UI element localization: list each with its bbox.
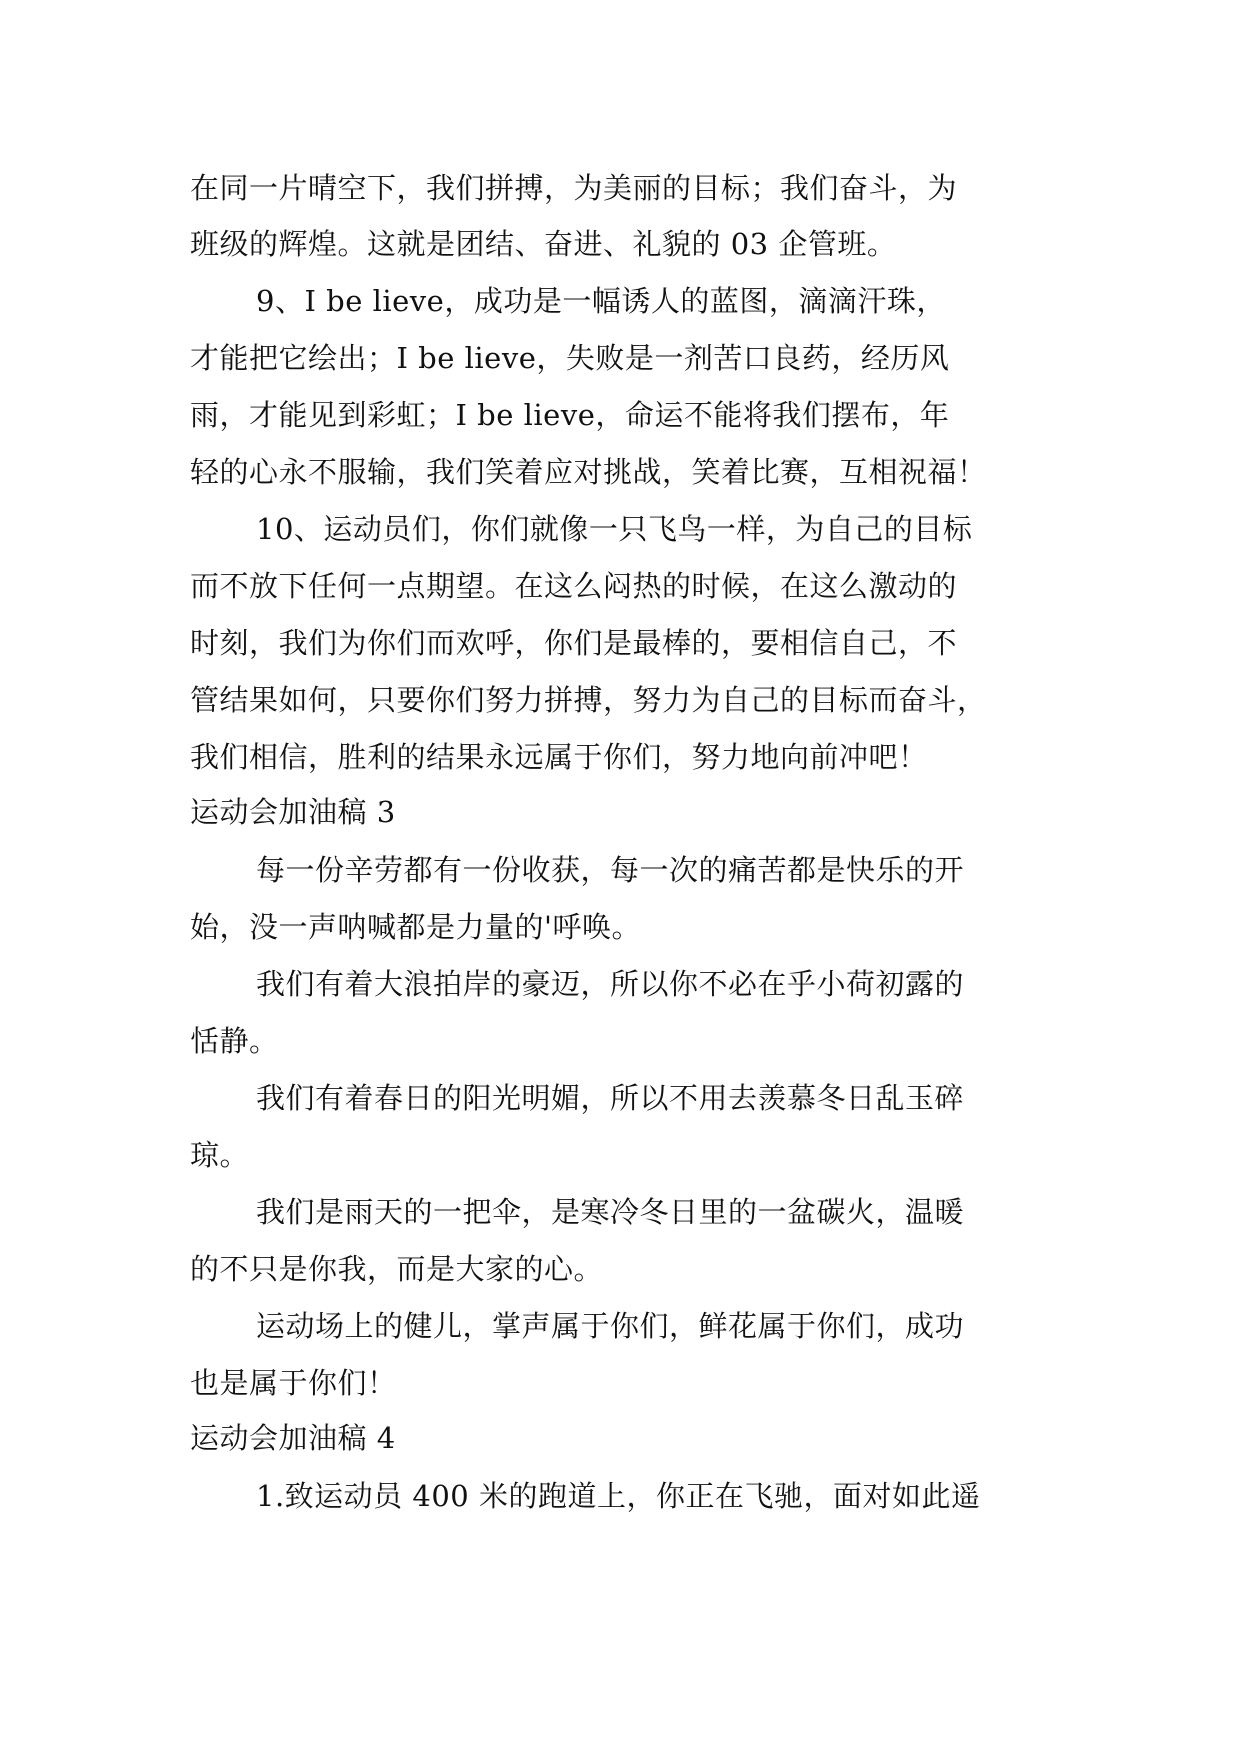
paragraph-line: 班级的辉煌。这就是团结、奋进、礼貌的 03 企管班。 [190,227,897,261]
paragraph-line: 时刻，我们为你们而欢呼，你们是最棒的，要相信自己，不 [190,626,958,660]
paragraph-line: 而不放下任何一点期望。在这么闷热的时候，在这么激动的 [190,569,958,603]
paragraph-line: 管结果如何，只要你们努力拼搏，努力为自己的目标而奋斗， [190,683,987,717]
paragraph-line: 雨，才能见到彩虹；I be lieve，命运不能将我们摆布，年 [190,398,950,432]
paragraph-line: 轻的心永不服输，我们笑着应对挑战，笑着比赛，互相祝福！ [190,455,987,489]
paragraph-line: 才能把它绘出；I be lieve，失败是一剂苦口良药，经历风 [190,341,950,375]
paragraph-line: 始，没一声呐喊都是力量的'呼唤。 [190,910,641,944]
paragraph-line: 在同一片晴空下，我们拼搏，为美丽的目标；我们奋斗，为 [190,171,958,205]
paragraph-line: 每一份辛劳都有一份收获，每一次的痛苦都是快乐的开 [256,853,965,887]
paragraph-line: 我们相信，胜利的结果永远属于你们，努力地向前冲吧！ [190,740,928,774]
paragraph-line: 我们是雨天的一把伞，是寒冷冬日里的一盆碳火，温暖 [256,1195,965,1229]
paragraph-line: 我们有着春日的阳光明媚，所以不用去羡慕冬日乱玉碎 [256,1081,965,1115]
paragraph-line: 9、I be lieve，成功是一幅诱人的蓝图，滴滴汗珠， [256,284,946,318]
paragraph-line: 我们有着大浪拍岸的豪迈，所以你不必在乎小荷初露的 [256,967,965,1001]
paragraph-line: 也是属于你们！ [190,1366,397,1400]
paragraph-line: 的不只是你我，而是大家的心。 [190,1252,604,1286]
section-heading: 运动会加油稿 3 [190,795,396,829]
section-heading: 运动会加油稿 4 [190,1421,396,1455]
paragraph-line: 10、运动员们，你们就像一只飞鸟一样，为自己的目标 [256,512,973,546]
paragraph-line: 1.致运动员 400 米的跑道上，你正在飞驰，面对如此遥 [256,1479,981,1513]
paragraph-line: 运动场上的健儿，掌声属于你们，鲜花属于你们，成功 [256,1309,965,1343]
paragraph-line: 恬静。 [190,1024,279,1058]
paragraph-line: 琼。 [190,1138,250,1172]
